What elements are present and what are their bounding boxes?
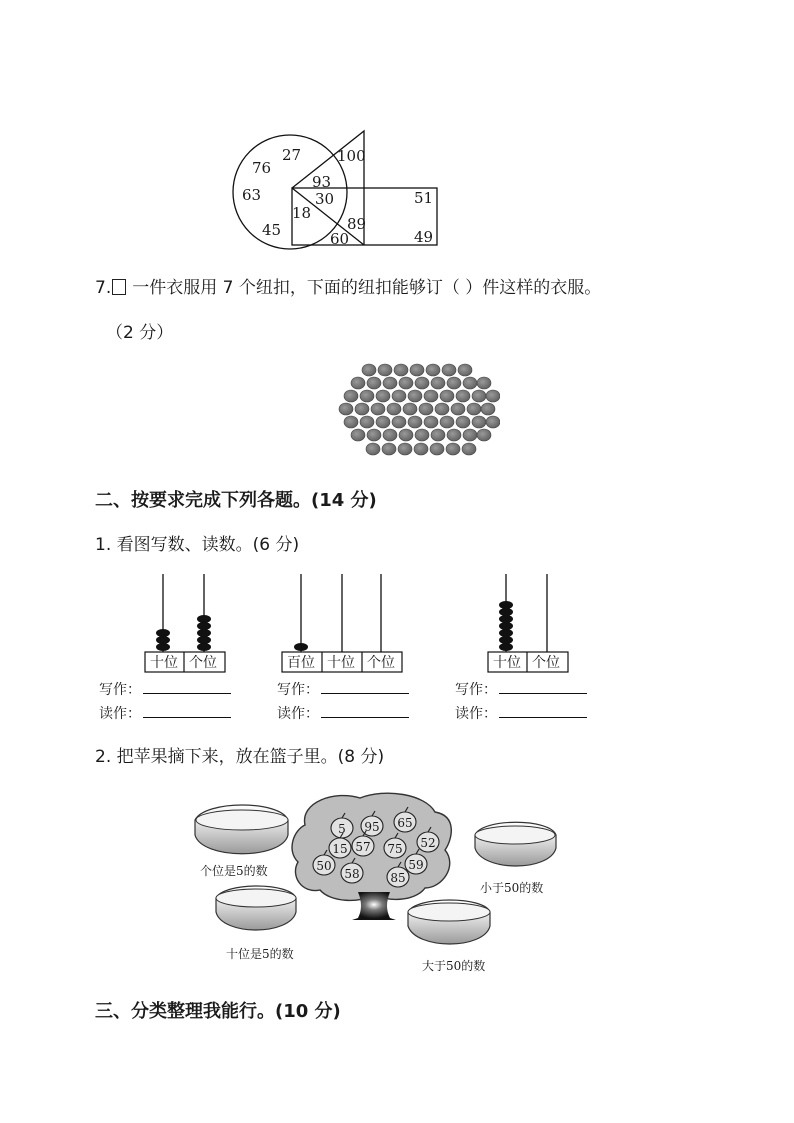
button-dot	[398, 443, 412, 455]
button-dot	[424, 390, 438, 402]
answer-line[interactable]	[143, 681, 231, 694]
place-label: 十位	[493, 655, 521, 671]
triangle-number: 100	[337, 147, 366, 165]
basket-label: 小于50的数	[480, 881, 544, 895]
answer-line[interactable]	[499, 705, 587, 718]
answer-line[interactable]	[321, 681, 409, 694]
button-dot	[410, 364, 424, 376]
apple-number: 75	[387, 842, 403, 856]
button-dot	[463, 429, 477, 441]
circle-number: 63	[242, 186, 262, 204]
place-label: 十位	[150, 655, 178, 671]
button-dot	[403, 403, 417, 415]
button-dot	[435, 403, 449, 415]
button-dot	[446, 443, 460, 455]
button-dot	[462, 443, 476, 455]
button-dot	[351, 377, 365, 389]
button-dot	[408, 416, 422, 428]
apple-number: 50	[316, 859, 332, 873]
button-dot	[399, 377, 413, 389]
button-dot	[376, 390, 390, 402]
place-label: 个位	[532, 655, 560, 671]
button-dot	[383, 377, 397, 389]
button-dot	[387, 403, 401, 415]
button-dot	[472, 416, 486, 428]
button-dot	[456, 390, 470, 402]
button-dot	[447, 377, 461, 389]
write-row-3[interactable]: 写作：	[455, 679, 587, 699]
rect-number: 49	[414, 228, 434, 246]
abacus-2	[280, 572, 406, 674]
button-dot	[477, 377, 491, 389]
place-label: 个位	[367, 655, 395, 671]
place-label: 十位	[327, 655, 355, 671]
button-dot	[415, 429, 429, 441]
button-dot	[367, 377, 381, 389]
button-dot	[463, 377, 477, 389]
basket	[408, 900, 490, 944]
circle-number: 60	[330, 230, 350, 248]
rect-number: 51	[414, 189, 434, 207]
basket	[216, 886, 296, 930]
section-2-title: 二、按要求完成下列各题。(14 分)	[95, 490, 377, 511]
place-label: 百位	[287, 655, 315, 671]
abacus-1	[143, 572, 228, 674]
button-dot	[367, 429, 381, 441]
button-dot	[442, 364, 456, 376]
button-dot	[399, 429, 413, 441]
button-dot	[355, 403, 369, 415]
apple-number: 59	[408, 858, 424, 872]
circle-number: 30	[315, 190, 335, 208]
basket-label: 个位是5的数	[200, 864, 268, 878]
read-row-3[interactable]: 读作：	[455, 703, 587, 723]
button-dot	[447, 429, 461, 441]
button-dot	[360, 390, 374, 402]
button-dot	[419, 403, 433, 415]
question-2-1: 1. 看图写数、读数。(6 分)	[95, 535, 300, 555]
box-icon	[112, 279, 126, 295]
section-3-title: 三、分类整理我能行。(10 分)	[95, 1001, 341, 1022]
place-label: 个位	[189, 655, 217, 671]
button-dot	[394, 364, 408, 376]
button-dot	[344, 390, 358, 402]
button-dot	[360, 416, 374, 428]
button-dot	[451, 403, 465, 415]
button-dot	[366, 443, 380, 455]
button-dot	[351, 429, 365, 441]
answer-line[interactable]	[321, 705, 409, 718]
circle-number: 76	[252, 159, 272, 177]
button-dot	[430, 443, 444, 455]
apple-number: 95	[364, 820, 380, 834]
buttons-image	[338, 360, 500, 462]
question-7-score: （2 分）	[106, 323, 174, 343]
answer-line[interactable]	[499, 681, 587, 694]
button-dot	[371, 403, 385, 415]
button-dot	[383, 429, 397, 441]
apple-number: 57	[355, 840, 371, 854]
button-dot	[458, 364, 472, 376]
apple-number: 15	[332, 842, 348, 856]
button-dot	[440, 390, 454, 402]
button-dot	[362, 364, 376, 376]
apple-number: 5	[338, 822, 346, 836]
apple-number: 65	[397, 816, 413, 830]
read-row-1[interactable]: 读作：	[99, 703, 231, 723]
button-dot	[339, 403, 353, 415]
basket-label: 十位是5的数	[226, 947, 294, 961]
circle-number: 89	[347, 215, 367, 233]
circle-number: 45	[262, 221, 282, 239]
button-dot	[456, 416, 470, 428]
button-dot	[481, 403, 495, 415]
button-dot	[477, 429, 491, 441]
abacus-3	[486, 572, 571, 674]
apple-tree-figure	[190, 790, 560, 980]
button-dot	[415, 377, 429, 389]
button-dot	[344, 416, 358, 428]
button-dot	[440, 416, 454, 428]
button-dot	[376, 416, 390, 428]
button-dot	[472, 390, 486, 402]
button-dot	[378, 364, 392, 376]
write-row-1[interactable]: 写作：	[99, 679, 231, 699]
button-dot	[392, 416, 406, 428]
question-2-2: 2. 把苹果摘下来，放在篮子里。(8 分)	[95, 747, 385, 767]
question-number: 7.	[95, 278, 112, 298]
button-dot	[392, 390, 406, 402]
read-row-2[interactable]: 读作：	[277, 703, 409, 723]
button-dot	[408, 390, 422, 402]
button-dot	[431, 429, 445, 441]
basket-label: 大于50的数	[422, 959, 486, 973]
question-7	[95, 273, 601, 298]
write-row-2[interactable]: 写作：	[277, 679, 409, 699]
question-text: 一件衣服用 7 个纽扣，下面的纽扣能够订（ ）件这样的衣服。	[132, 278, 602, 298]
answer-line[interactable]	[143, 705, 231, 718]
circle-number: 93	[312, 173, 332, 191]
button-dot	[486, 416, 500, 428]
circle-number: 18	[292, 204, 312, 222]
button-dot	[382, 443, 396, 455]
basket	[475, 822, 556, 866]
apple-number: 58	[344, 867, 360, 881]
venn-figure	[230, 125, 450, 253]
button-dot	[426, 364, 440, 376]
circle-number: 27	[282, 146, 302, 164]
apple-number: 85	[390, 871, 406, 885]
button-dot	[486, 390, 500, 402]
button-dot	[424, 416, 438, 428]
basket	[195, 805, 288, 854]
button-dot	[467, 403, 481, 415]
button-dot	[431, 377, 445, 389]
apple-number: 52	[420, 836, 436, 850]
button-dot	[414, 443, 428, 455]
